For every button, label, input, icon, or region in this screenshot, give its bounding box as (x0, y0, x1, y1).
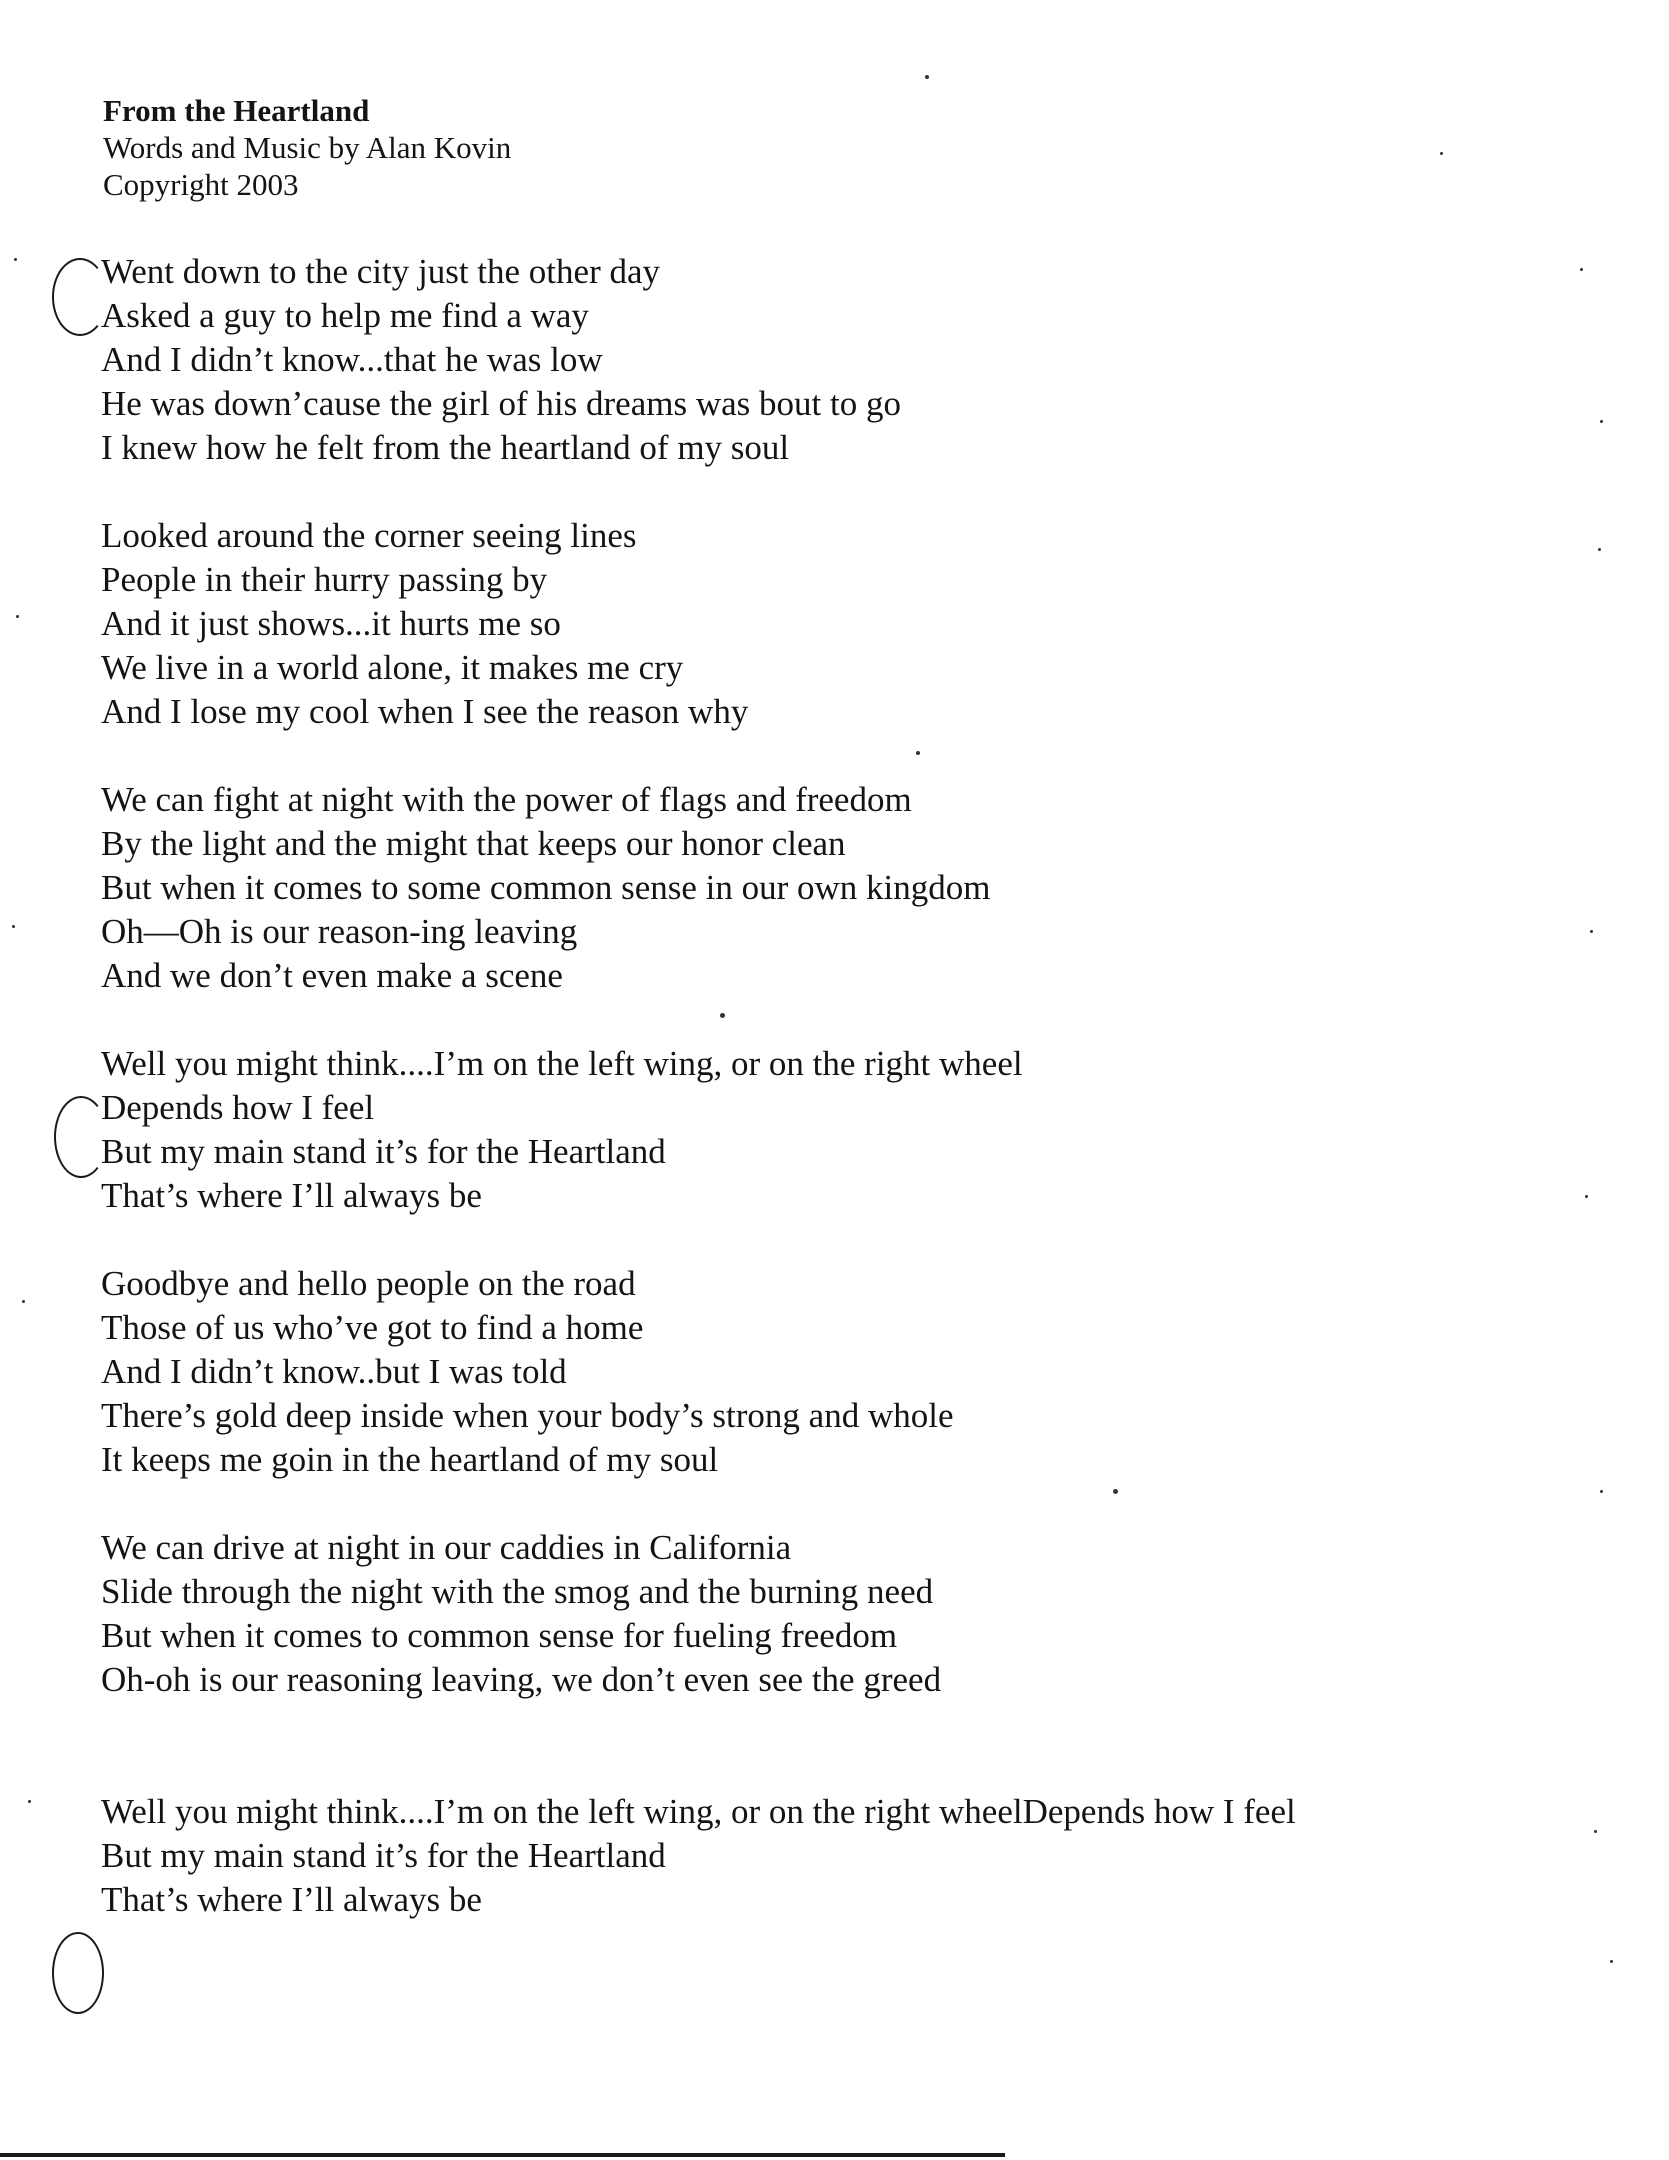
lyric-line: And it just shows...it hurts me so (101, 604, 561, 643)
scan-speck (14, 258, 17, 261)
scan-speck (1610, 1960, 1613, 1963)
lyric-line: And we don’t even make a scene (101, 956, 563, 995)
stanza-bridge-1 (101, 778, 1296, 998)
scan-speck (22, 1300, 25, 1303)
lyric-line: Went down to the city just the other day (101, 252, 661, 291)
lyric-line: And I didn’t know...that he was low (101, 340, 603, 379)
handwritten-circle-mark (52, 258, 108, 336)
lyric-line: That’s where I’ll always be (101, 1176, 482, 1215)
stanza-verse-2 (101, 514, 1296, 734)
lyric-line: Well you might think....I’m on the left wing, or on the right wheelDepends how I feel (101, 1792, 1296, 1831)
scan-speck (12, 925, 15, 928)
lyric-line: He was down’cause the girl of his dreams was bout to go (101, 384, 901, 423)
scan-speck (1440, 152, 1443, 155)
stanza-bridge-2 (101, 1526, 1296, 1702)
song-header (103, 92, 511, 203)
stanza-verse-3 (101, 1262, 1296, 1482)
lyric-line: We live in a world alone, it makes me cry (101, 648, 684, 687)
scan-speck (28, 1800, 31, 1803)
lyric-line: And I lose my cool when I see the reason why (101, 692, 749, 731)
scan-speck (1594, 1830, 1597, 1833)
lyric-line: I knew how he felt from the heartland of my soul (101, 428, 790, 467)
bottom-rule (0, 2153, 1005, 2157)
stanza-verse-1 (101, 250, 1296, 470)
handwritten-circle-mark (52, 1932, 104, 2014)
lyric-line: Looked around the corner seeing lines (101, 516, 637, 555)
lyric-line: We can fight at night with the power of flags and freedom (101, 780, 912, 819)
lyric-line: That’s where I’ll always be (101, 1880, 482, 1919)
lyric-line: But when it comes to common sense for fueling freedom (101, 1616, 898, 1655)
lyric-line: Those of us who’ve got to find a home (101, 1308, 644, 1347)
stanza-chorus-2 (101, 1790, 1296, 1922)
song-title: From the Heartland (103, 93, 370, 128)
lyric-line: But when it comes to some common sense in our own kingdom (101, 868, 991, 907)
lyric-line: By the light and the might that keeps our honor clean (101, 824, 846, 863)
lyric-line: Oh—Oh is our reason-ing leaving (101, 912, 578, 951)
lyric-line: And I didn’t know..but I was told (101, 1352, 567, 1391)
scan-speck (1580, 268, 1583, 271)
lyric-line: But my main stand it’s for the Heartland (101, 1132, 666, 1171)
lyric-line: People in their hurry passing by (101, 560, 548, 599)
scan-speck (916, 751, 920, 755)
lyric-line: Oh-oh is our reasoning leaving, we don’t even see the greed (101, 1660, 942, 1699)
lyric-line: It keeps me goin in the heartland of my soul (101, 1440, 719, 1479)
lyric-line: Slide through the night with the smog and the burning need (101, 1572, 934, 1611)
lyric-line: Asked a guy to help me find a way (101, 296, 589, 335)
scan-speck (1598, 548, 1601, 551)
scan-speck (1585, 1195, 1588, 1198)
handwritten-circle-mark (54, 1096, 108, 1178)
lyric-line: Well you might think....I’m on the left wing, or on the right wheel (101, 1044, 1023, 1083)
scan-speck (1600, 420, 1603, 423)
song-copyright: Copyright 2003 (103, 167, 299, 202)
lyric-line: There’s gold deep inside when your body’s strong and whole (101, 1396, 954, 1435)
scan-speck (720, 1013, 725, 1018)
lyric-line: Goodbye and hello people on the road (101, 1264, 636, 1303)
scan-speck (1113, 1489, 1118, 1494)
lyric-line: But my main stand it’s for the Heartland (101, 1836, 666, 1875)
song-credit: Words and Music by Alan Kovin (103, 130, 512, 165)
lyric-line: We can drive at night in our caddies in California (101, 1528, 792, 1567)
scan-speck (925, 75, 929, 79)
stanza-chorus-1 (101, 1042, 1296, 1218)
lyric-line: Depends how I feel (101, 1088, 375, 1127)
lyrics-body (101, 250, 1296, 1966)
scan-speck (16, 615, 19, 618)
scan-speck (1600, 1490, 1603, 1493)
scan-speck (1590, 930, 1593, 933)
